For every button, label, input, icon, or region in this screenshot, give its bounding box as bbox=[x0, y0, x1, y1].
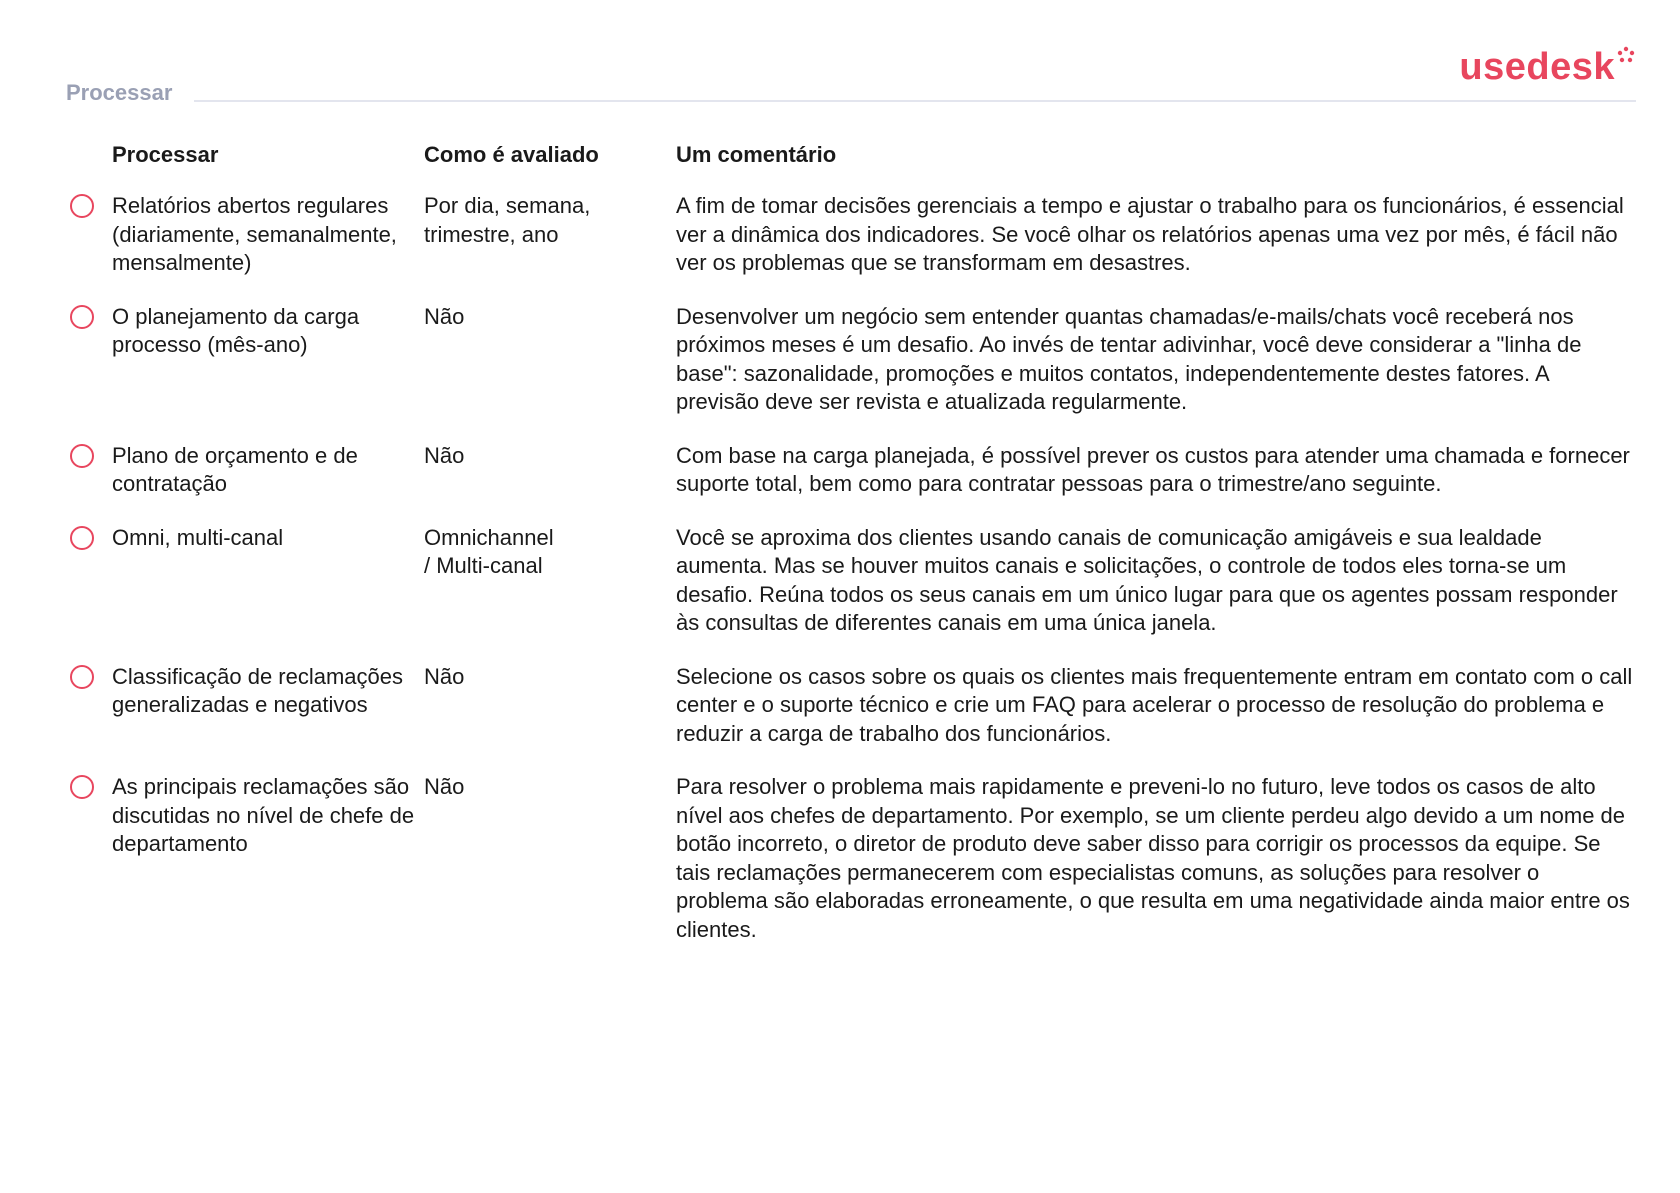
comment-cell: Para resolver o problema mais rapidamente e preveni-lo no futuro, leve todos os casos de alto nível aos chefes de departamento. Por exemplo, se um cliente perdeu algo devido a um nome de botão incorreto, o diretor de produto deve saber disso para corrigir os processos da equipe. Se tais reclamações permanecerem com especialistas comuns, as soluções para resolver o problema são elaboradas erroneamente, o que resulta em uma negatividade ainda maior entre os clientes. bbox=[676, 774, 1630, 942]
radio-circle-icon[interactable] bbox=[70, 194, 94, 218]
comment-cell: Desenvolver um negócio sem entender quantas chamadas/e-mails/chats você receberá nos próximos meses é um desafio. Ao invés de tentar adivinhar, você deve considerar a "linha de base": sazonalidade, promoções e muitos contatos, independentemente destes fatores. A previsão deve ser revista e atualizada regularmente. bbox=[676, 303, 1582, 414]
radio-circle-icon[interactable] bbox=[70, 444, 94, 468]
checkbox-cell bbox=[66, 303, 112, 417]
header-spacer bbox=[66, 140, 112, 170]
process-cell: As principais reclamações são discutidas no nível de chefe de departamento bbox=[112, 774, 415, 856]
evaluation-cell: Por dia, semana, trimestre, ano bbox=[424, 193, 591, 247]
page-header bbox=[66, 48, 1636, 108]
process-cell: O planejamento da carga processo (mês-ano) bbox=[112, 303, 360, 357]
column-header-evaluation: Como é avaliado bbox=[424, 142, 599, 167]
logo-dots-icon bbox=[1616, 46, 1636, 66]
table-row bbox=[66, 192, 1636, 278]
checkbox-cell bbox=[66, 192, 112, 278]
header-divider bbox=[194, 100, 1636, 102]
column-header-comment: Um comentário bbox=[676, 142, 837, 167]
process-table bbox=[66, 140, 1636, 944]
logo-wordmark: usedesk bbox=[1459, 46, 1615, 88]
table-row bbox=[66, 773, 1636, 944]
usedesk-logo bbox=[1459, 48, 1636, 86]
column-header-process: Processar bbox=[112, 142, 219, 167]
comment-cell: Selecione os casos sobre os quais os clientes mais frequentemente entram em contato com o call center e o suporte técnico e crie um FAQ para acelerar o processo de resolução do problema e reduzir a carga de trabalho dos funcionários. bbox=[676, 663, 1633, 746]
table-row bbox=[66, 442, 1636, 499]
checkbox-cell bbox=[66, 524, 112, 638]
table-header bbox=[66, 140, 1636, 170]
evaluation-cell: Não bbox=[424, 774, 465, 799]
evaluation-cell bbox=[424, 524, 676, 638]
checkbox-cell bbox=[66, 773, 112, 944]
process-cell: Omni, multi-canal bbox=[112, 524, 284, 550]
evaluation-cell: Não bbox=[424, 663, 465, 689]
section-title: Processar bbox=[66, 80, 173, 105]
table-row bbox=[66, 663, 1636, 749]
radio-circle-icon[interactable] bbox=[70, 305, 94, 329]
process-cell: Classificação de reclamações generalizadas e negativos bbox=[112, 663, 404, 717]
evaluation-line: Omnichannel bbox=[424, 524, 554, 550]
table-row bbox=[66, 524, 1636, 638]
radio-circle-icon[interactable] bbox=[70, 775, 94, 799]
comment-cell: A fim de tomar decisões gerenciais a tempo e ajustar o trabalho para os funcionários, é essencial ver a dinâmica dos indicadores. Se você olhar os relatórios apenas uma vez por mês, é fácil não ver os problemas que se transformam em desastres. bbox=[676, 193, 1624, 275]
process-cell: Relatórios abertos regulares (diariamente, semanalmente, mensalmente) bbox=[112, 193, 397, 275]
checkbox-cell bbox=[66, 663, 112, 749]
radio-circle-icon[interactable] bbox=[70, 665, 94, 689]
evaluation-line: / Multi-canal bbox=[424, 553, 543, 578]
radio-circle-icon[interactable] bbox=[70, 526, 94, 550]
evaluation-cell: Não bbox=[424, 442, 465, 468]
checkbox-cell bbox=[66, 442, 112, 499]
process-cell: Plano de orçamento e de contratação bbox=[112, 442, 358, 496]
evaluation-cell: Não bbox=[424, 303, 465, 329]
comment-cell: Com base na carga planejada, é possível prever os custos para atender uma chamada e fornecer suporte total, bem como para contratar pessoas para o trimestre/ano seguinte. bbox=[676, 442, 1630, 496]
table-row bbox=[66, 303, 1636, 417]
comment-cell: Você se aproxima dos clientes usando canais de comunicação amigáveis e sua lealdade aumenta. Mas se houver muitos canais e solicitações, o controle de todos eles torna-se um desafio. Reúna todos os seus canais em um único lugar para que os agentes possam responder às consultas de diferentes canais em uma única janela. bbox=[676, 524, 1618, 635]
